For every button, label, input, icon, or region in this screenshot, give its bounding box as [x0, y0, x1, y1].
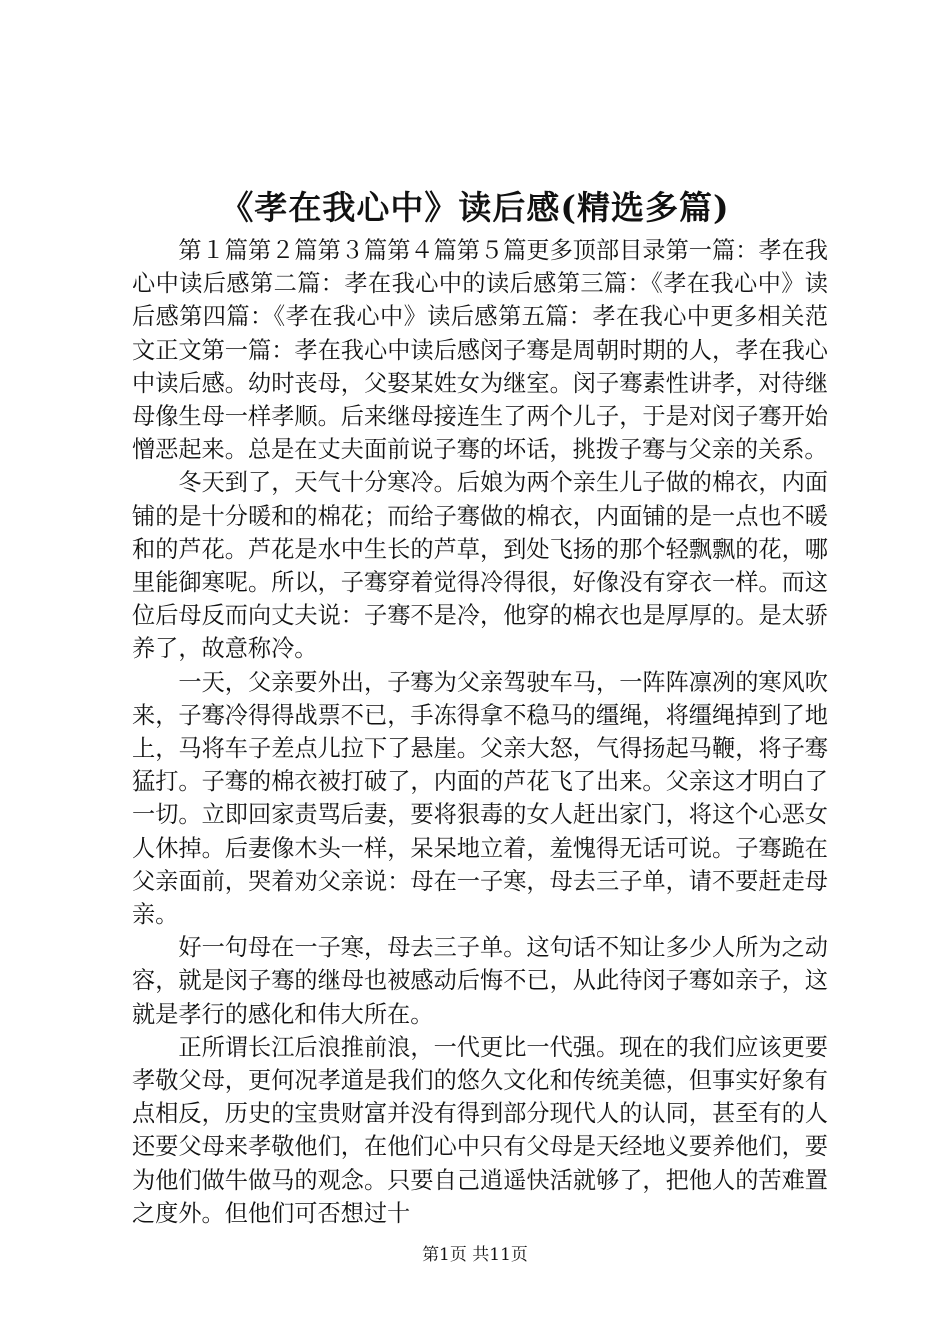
document-title: 《孝在我心中》读后感(精选多篇) — [220, 188, 730, 227]
document-body — [132, 234, 828, 1230]
paragraph-3: 一天，父亲要外出，子骞为父亲驾驶车马，一阵阵凛冽的寒风吹来，子骞冷得得战票不已，手冻得拿不稳马的缰绳，将缰绳掉到了地上，马将车子差点儿拉下了悬崖。父亲大怒，气得扬起马鞭，将子骞猛打。子骞的棉衣被打破了，内面的芦花飞了出来。父亲这才明白了一切。立即回家责骂后妻，要将狠毒的女人赶出家门，将这个心恶女人休掉。后妻像木头一样，呆呆地立着，羞愧得无话可说。子骞跪在父亲面前，哭着劝父亲说：母在一子寒，母去三子单，请不要赶走母亲。 — [132, 668, 828, 929]
paragraph-1: 第１篇第２篇第３篇第４篇第５篇更多顶部目录第一篇：孝在我心中读后感第二篇：孝在我心中的读后感第三篇：《孝在我心中》读后感第四篇：《孝在我心中》读后感第五篇：孝在我心中更多相关范文正文第一篇：孝在我心中读后感闵子骞是周朝时期的人，孝在我心中读后感。幼时丧母，父娶某姓女为继室。闵子骞素性讲孝，对待继母像生母一样孝顺。后来继母接连生了两个儿子，于是对闵子骞开始憎恶起来。总是在丈夫面前说子骞的坏话，挑拨子骞与父亲的关系。 — [132, 237, 828, 464]
page-footer: 第1页 共11页 — [422, 1245, 528, 1265]
paragraph-4: 好一句母在一子寒，母去三子单。这句话不知让多少人所为之动容，就是闵子骞的继母也被感动后悔不已，从此待闵子骞如亲子，这就是孝行的感化和伟大所在。 — [132, 934, 828, 1028]
paragraph-2: 冬天到了，天气十分寒冷。后娘为两个亲生儿子做的棉衣，内面铺的是十分暖和的棉花；而给子骞做的棉衣，内面铺的是一点也不暖和的芦花。芦花是水中生长的芦草，到处飞扬的那个轻飘飘的花，哪里能御寒呢。所以，子骞穿着觉得冷得很，好像没有穿衣一样。而这位后母反而向丈夫说：子骞不是冷，他穿的棉衣也是厚厚的。是太骄养了，故意称冷。 — [132, 469, 828, 663]
paragraph-5: 正所谓长江后浪推前浪，一代更比一代强。现在的我们应该更要孝敬父母，更何况孝道是我们的悠久文化和传统美德，但事实好象有点相反，历史的宝贵财富并没有得到部分现代人的认同，甚至有的人还要父母来孝敬他们，在他们心中只有父母是天经地义要养他们，要为他们做牛做马的观念。只要自己逍遥快活就够了，把他人的苦难置之度外。但他们可否想过十 — [132, 1033, 828, 1227]
